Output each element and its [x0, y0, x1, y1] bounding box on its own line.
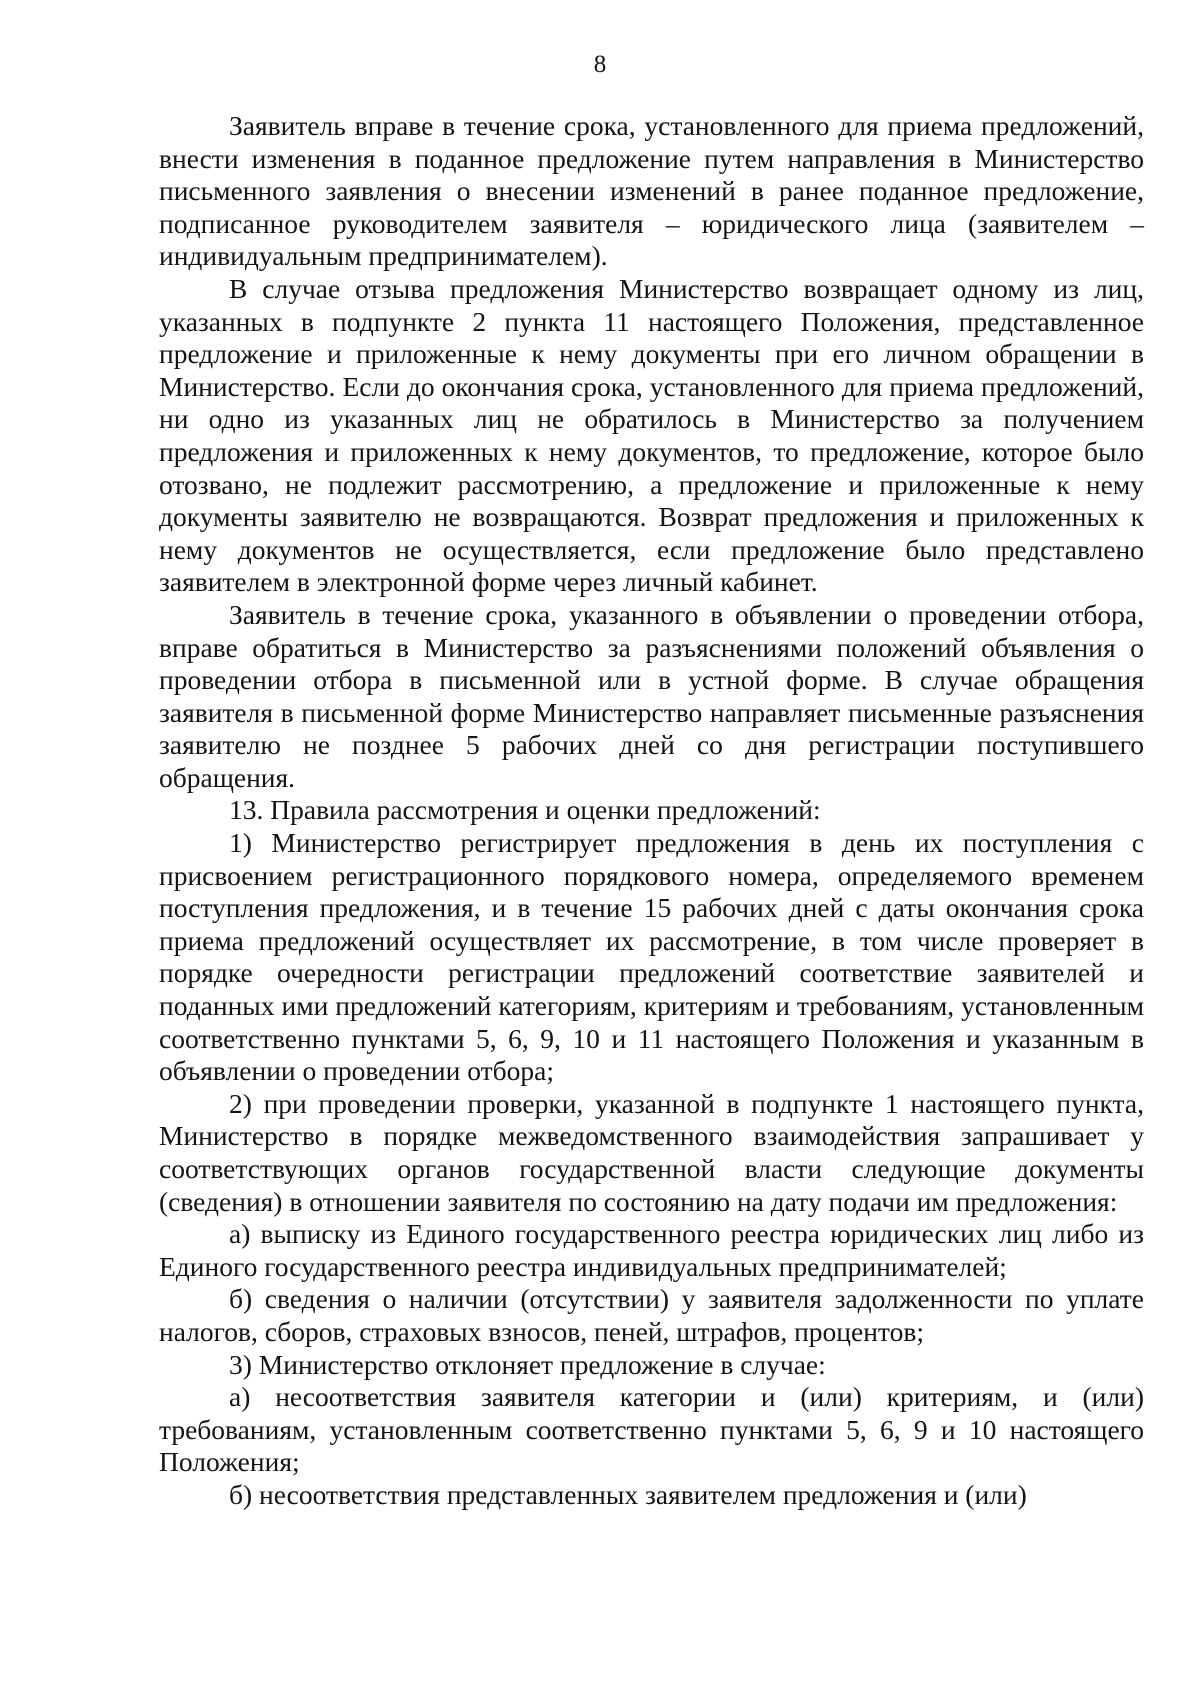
paragraph-withdrawal: В случае отзыва предложения Министерство возвращает одному из лиц, указанных в подпункте 2 пункта 11 настоящего Положения, представленное предложение и приложенные к нему документы при его личном обращении в Министерство. Если до окончания срока, установленного для приема предложений, ни одно из указанных лиц не обратилось в Министерство за получением предложения и приложенных к нему документов, то предложение, которое было отозвано, не подлежит рассмотрению, а предложение и приложенные к нему документы заявителю не возвращаются. Возврат предложения и приложенных к нему документов не осуществляется, если предложение было представлено заявителем в электронной форме через личный кабинет.: [159, 272, 1144, 598]
sub-item-b-noncompliance: б) несоответствия представленных заявителем предложения и (или): [229, 1478, 1027, 1510]
list-item-1-registration: 1) Министерство регистрирует предложения в день их поступления с присвоением регистрационного порядкового номера, определяемого временем поступления предложения, и в течение 15 рабочих дней с даты окончания срока приема предложений осуществляет их рассмотрение, в том числе проверяет в порядке очередности регистрации предложений соответствие заявителей и поданных ими предложений категориям, критериям и требованиям, установленным соответственно пунктами 5, 6, 9, 10 и 11 настоящего Положения и указанным в объявлении о проведении отбора;: [159, 827, 1144, 1087]
sub-item-a-registry-extract: а) выписку из Единого государственного реестра юридических лиц либо из Единого государственного реестра индивидуальных предпринимателей;: [159, 1218, 1144, 1282]
document-body: [159, 110, 1144, 1512]
sub-item-a-noncompliance: а) несоответствия заявителя категории и (или) критериям, и (или) требованиям, установленным соответственно пунктами 5, 6, 9 и 10 настоящего Положения;: [159, 1381, 1144, 1478]
paragraph-amend-proposal: Заявитель вправе в течение срока, установленного для приема предложений, внести изменения в поданное предложение путем направления в Министерство письменного заявления о внесении изменений в ранее поданное предложение, подписанное руководителем заявителя – юридического лица (заявителем – индивидуальным предпринимателем).: [159, 110, 1144, 272]
list-item-2-interagency-request: 2) при проведении проверки, указанной в подпункте 1 настоящего пункта, Министерство в порядке межведомственного взаимодействия запрашивает у соответствующих органов государственной власти следующие документы (сведения) в отношении заявителя по состоянию на дату подачи им предложения:: [159, 1087, 1144, 1217]
paragraph-clarification-request: Заявитель в течение срока, указанного в объявлении о проведении отбора, вправе обратиться в Министерство за разъяснениями положений объявления о проведении отбора в письменной или в устной форме. В случае обращения заявителя в письменной форме Министерство направляет письменные разъяснения заявителю не позднее 5 рабочих дней со дня регистрации поступившего обращения.: [159, 598, 1144, 793]
list-item-3-rejection: 3) Министерство отклоняет предложение в случае:: [229, 1348, 826, 1380]
sub-item-b-tax-debt: б) сведения о наличии (отсутствии) у заявителя задолженности по уплате налогов, сборов, страховых взносов, пеней, штрафов, процентов;: [159, 1283, 1144, 1347]
page-number: 8: [593, 51, 607, 78]
section-heading-13: 13. Правила рассмотрения и оценки предложений:: [229, 794, 821, 826]
